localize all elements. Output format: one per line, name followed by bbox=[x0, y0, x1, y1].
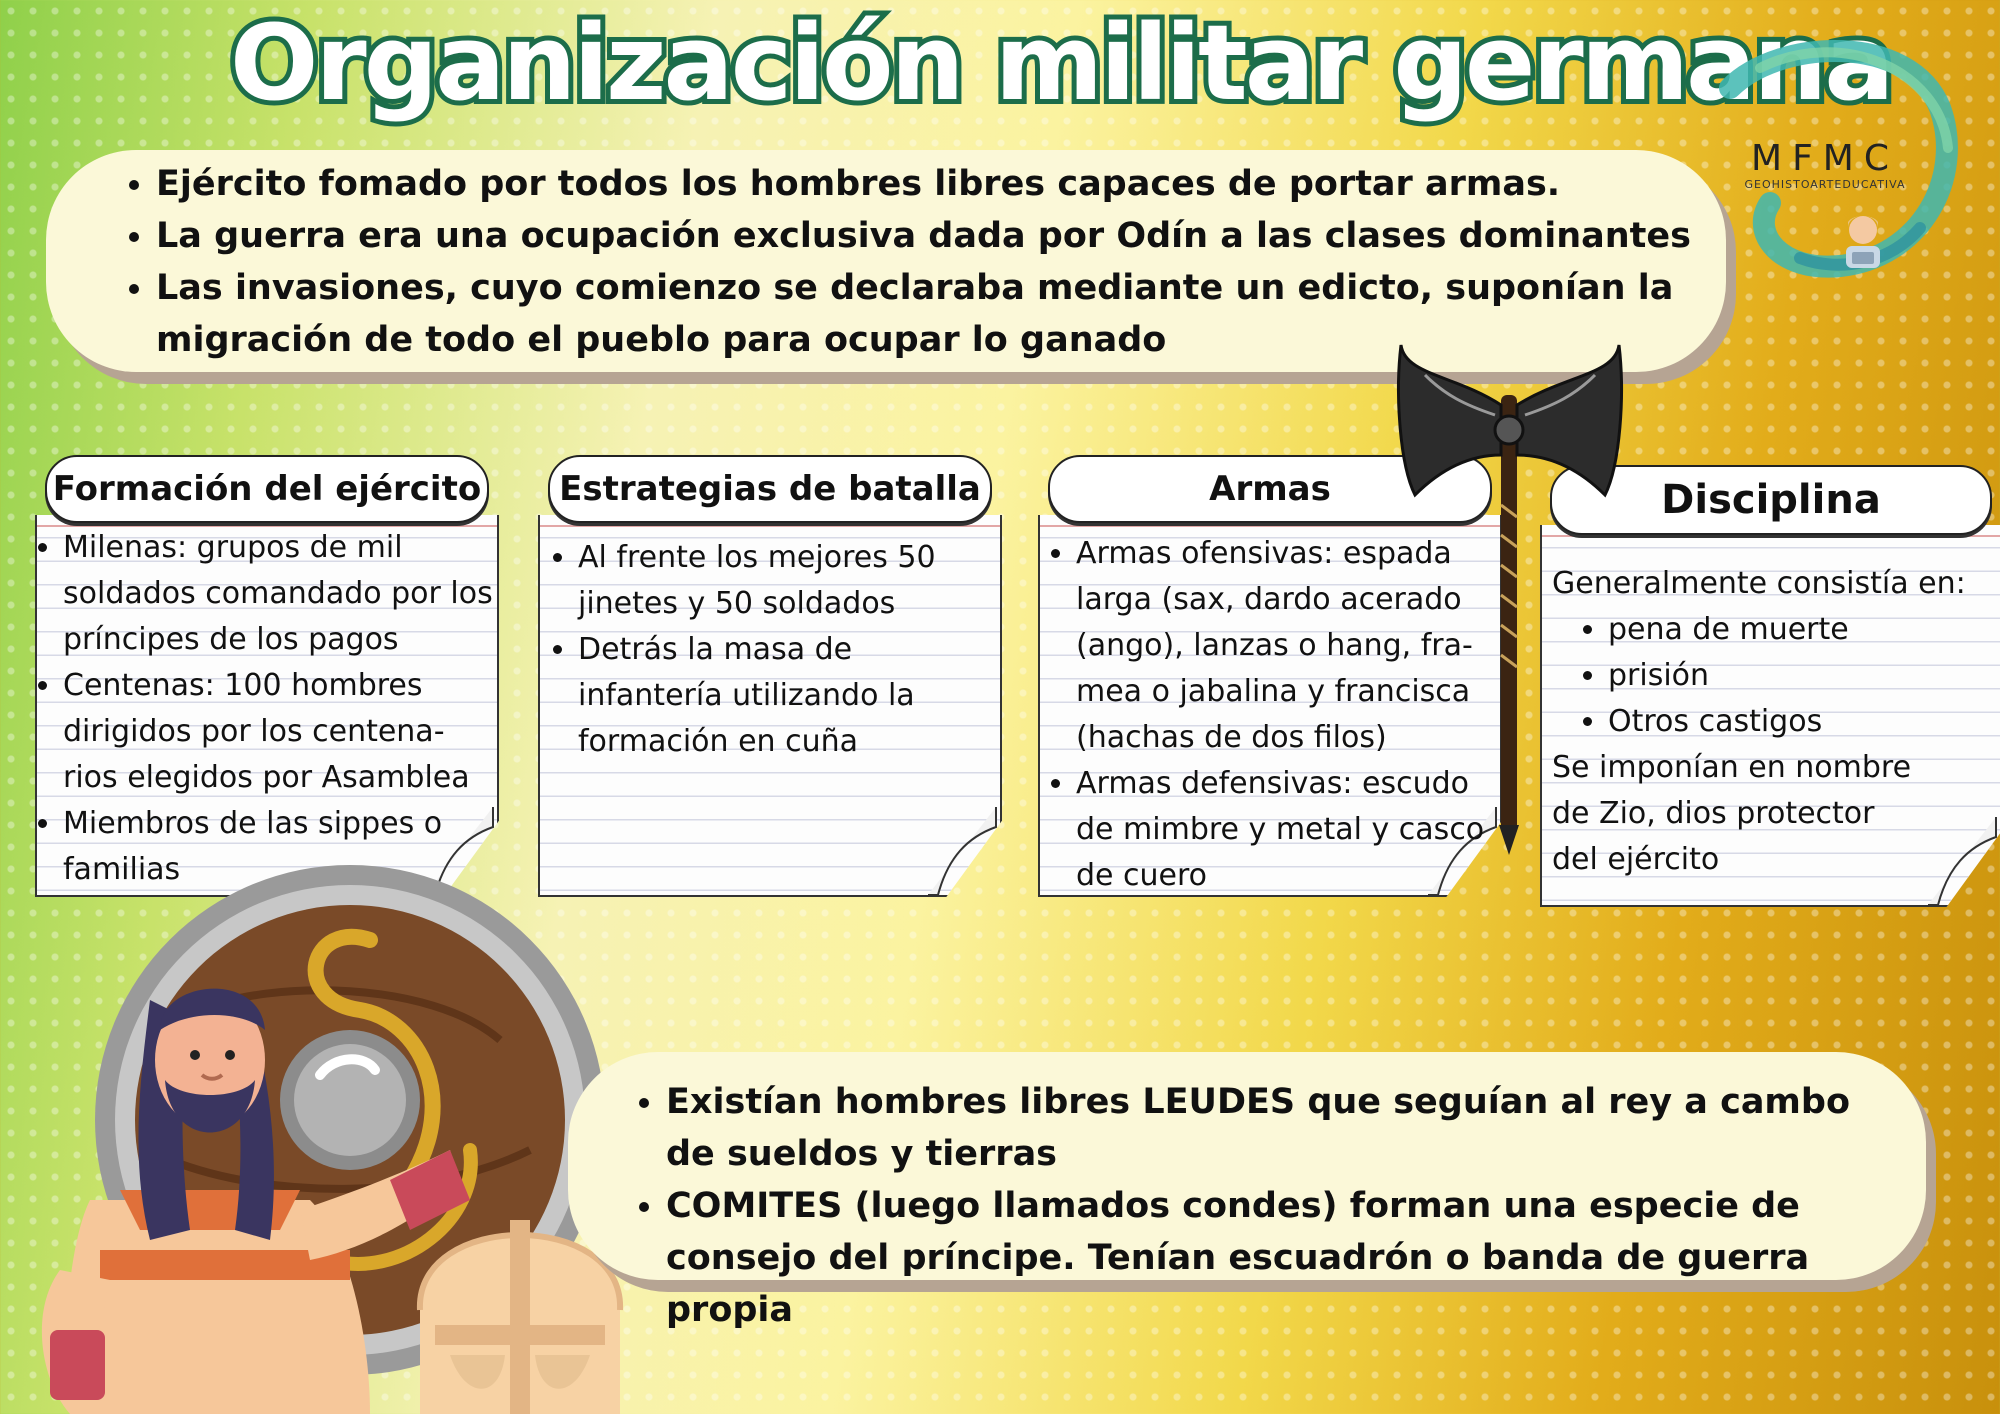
logo-text: MFMC bbox=[1751, 138, 1899, 179]
avatar-icon bbox=[1838, 210, 1888, 270]
card-title: Disciplina bbox=[1550, 465, 1992, 535]
list-item: • Al frente los mejores 50 jinetes y 50 soldados bbox=[578, 535, 958, 627]
list-item: • Otros castigos bbox=[1608, 699, 1998, 745]
page-title: Organización militar germana bbox=[230, 2, 1892, 124]
card-formacion bbox=[35, 455, 495, 897]
card-intro: Generalmente consistía en: bbox=[1552, 566, 1966, 601]
card-title: Estrategias de batalla bbox=[548, 455, 992, 523]
list-item: • Las invasiones, cuyo comienzo se declaraba mediante un edicto, suponían la migración de todo el pueblo para ocupar lo ganado bbox=[156, 262, 1726, 366]
list-item: • Detrás la masa de infantería utilizando la formación en cuña bbox=[578, 627, 958, 765]
list-item: • Armas defensivas: escudo de mimbre y metal y casco de cuero bbox=[1076, 761, 1488, 899]
list-item: • COMITES (luego llamados condes) forman una especie de consejo del príncipe. Tenían escuadrón o banda de guerra propia bbox=[666, 1180, 1886, 1336]
list-item: • Milenas: grupos de mil soldados comandado por los príncipes de los pagos bbox=[63, 525, 495, 663]
list-item: • Miembros de las sippes o familias bbox=[63, 801, 495, 893]
list-item: • prisión bbox=[1608, 653, 1998, 699]
list-item: • Armas ofensivas: espada larga (sax, dardo acerado (ango), lanzas o hang, fra-mea o jabalina y francisca (hachas de dos filos) bbox=[1076, 531, 1488, 761]
card-outro: Se imponían en nombre de Zio, dios protector del ejército bbox=[1552, 750, 1912, 877]
list-item: • Ejército fomado por todos los hombres libres capaces de portar armas. bbox=[156, 158, 1726, 210]
card-title: Armas bbox=[1048, 455, 1492, 523]
battle-axe-icon bbox=[1395, 335, 1625, 855]
card-estrategias bbox=[538, 455, 998, 897]
list-item: • La guerra era una ocupación exclusiva dada por Odín a las clases dominantes bbox=[156, 210, 1726, 262]
page-curl-icon bbox=[928, 807, 998, 897]
list-item: • pena de muerte bbox=[1608, 607, 1998, 653]
logo-subtitle: GEOHISTOARTEDUCATIVA bbox=[1744, 178, 1906, 191]
list-item: • Existían hombres libres LEUDES que seguían al rey a cambo de sueldos y tierras bbox=[666, 1076, 1886, 1180]
list-item: • Centenas: 100 hombres dirigidos por los centena-rios elegidos por Asamblea bbox=[63, 663, 495, 801]
logo bbox=[1690, 28, 1960, 278]
card-title: Formación del ejército bbox=[45, 455, 489, 523]
summary-box-bottom bbox=[568, 1052, 1926, 1330]
